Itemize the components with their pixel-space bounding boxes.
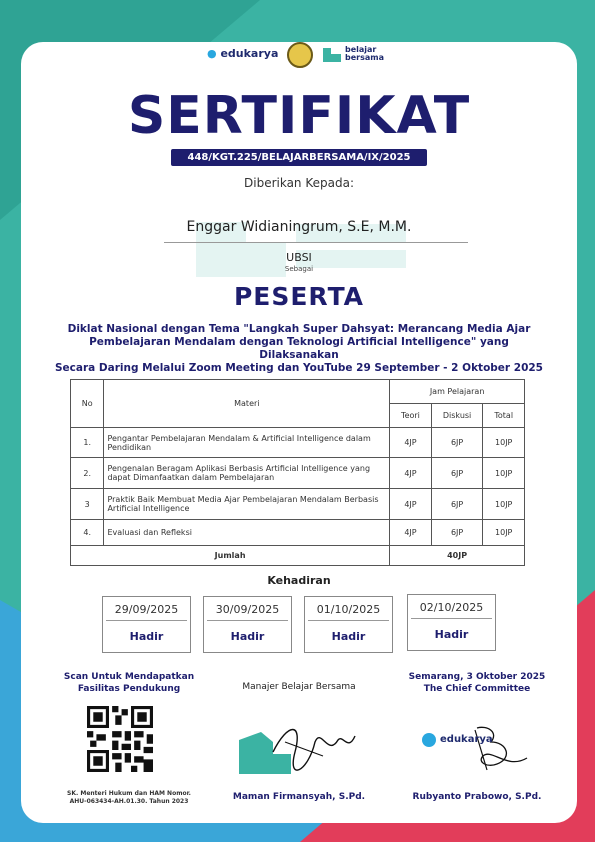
attendance-box (203, 596, 292, 653)
row-diskusi: 6JP (431, 428, 483, 458)
table-total-row (71, 546, 525, 566)
edukarya-signature-logo: edukarya (440, 734, 493, 745)
attendance-date: 29/09/2025 (114, 603, 179, 616)
attendance-title: Kehadiran (267, 574, 331, 587)
manager-title: Manajer Belajar Bersama (242, 682, 356, 692)
qr-code-icon[interactable] (87, 706, 153, 772)
row-diskusi: 6JP (431, 489, 483, 520)
row-materi: Pengenalan Beragam Aplikasi Berbasis Artificial Intelligence yang dapat Dimanfaatkan dalam Pembelajaran (104, 458, 390, 489)
row-no: 4. (71, 520, 104, 546)
manager-signature (233, 712, 363, 782)
committee-signature (417, 720, 537, 780)
attendance-status: Hadir (434, 628, 469, 641)
attendance-box (102, 596, 191, 653)
row-materi: Evaluasi dan Refleksi (104, 520, 390, 546)
total-value: 40JP (390, 546, 525, 566)
row-no: 2. (71, 458, 104, 489)
table-row (71, 428, 525, 458)
recipient-institution: UBSI (286, 251, 312, 264)
attendance-status: Hadir (230, 630, 265, 643)
edukarya-logo: ● edukarya (207, 47, 279, 60)
materials-table (70, 379, 525, 566)
attendance-status: Hadir (129, 630, 164, 643)
row-total: 10JP (483, 458, 525, 489)
attendance-date: 01/10/2025 (316, 603, 381, 616)
attendance-date: 30/09/2025 (215, 603, 280, 616)
row-total: 10JP (483, 489, 525, 520)
total-label: Jumlah (71, 546, 390, 566)
table-row (71, 489, 525, 520)
recipient-role: PESERTA (233, 282, 365, 311)
table-row (71, 520, 525, 546)
row-teori: 4JP (390, 458, 432, 489)
attendance-box (407, 594, 496, 651)
edukarya-e-icon: ● (207, 47, 217, 60)
legal-note: SK. Menteri Hukum dan HAM Nomor. AHU-063434-AH.01.30. Tahun 2023 (67, 790, 191, 805)
row-diskusi: 6JP (431, 520, 483, 546)
row-total: 10JP (483, 520, 525, 546)
row-materi: Praktik Baik Membuat Media Ajar Pembelajaran Mendalam Berbasis Artificial Intelligence (104, 489, 390, 520)
manager-name: Maman Firmansyah, S.Pd. (232, 792, 366, 802)
name-underline (164, 242, 468, 243)
certificate-title: SERTIFIKAT (127, 86, 471, 146)
row-diskusi: 6JP (431, 458, 483, 489)
committee-header: Semarang, 3 Oktober 2025 The Chief Committee (408, 672, 546, 694)
table-row (71, 458, 525, 489)
attendance-divider (106, 620, 187, 621)
row-teori: 4JP (390, 520, 432, 546)
as-label: Sebagai (284, 265, 314, 273)
given-to-label: Diberikan Kepada: (244, 176, 354, 190)
institution-seal-icon (287, 42, 313, 68)
row-teori: 4JP (390, 428, 432, 458)
attendance-divider (207, 620, 288, 621)
col-header-teori: Teori (390, 404, 432, 428)
committee-name: Rubyanto Prabowo, S.Pd. (412, 792, 542, 802)
belajar-bersama-icon (321, 44, 343, 64)
attendance-status: Hadir (331, 630, 366, 643)
recipient-name: Enggar Widianingrum, S.E, M.M. (186, 219, 412, 235)
row-teori: 4JP (390, 489, 432, 520)
belajar-bersama-logo: belajar bersama (321, 44, 343, 68)
col-header-diskusi: Diskusi (431, 404, 483, 428)
attendance-box (304, 596, 393, 653)
row-no: 1. (71, 428, 104, 458)
col-header-no: No (71, 380, 104, 428)
scan-caption: Scan Untuk Mendapatkan Fasilitas Pendukung (63, 672, 195, 694)
row-materi: Pengantar Pembelajaran Mendalam & Artificial Intelligence dalam Pendidikan (104, 428, 390, 458)
attendance-divider (308, 620, 389, 621)
col-header-total: Total (483, 404, 525, 428)
row-total: 10JP (483, 428, 525, 458)
col-header-jam: Jam Pelajaran (390, 380, 525, 404)
certificate-number: 448/KGT.225/BELAJARBERSAMA/IX/2025 (171, 149, 427, 166)
attendance-date: 02/10/2025 (419, 601, 484, 614)
col-header-materi: Materi (104, 380, 390, 428)
certificate-card (21, 42, 577, 823)
row-no: 3 (71, 489, 104, 520)
attendance-divider (411, 618, 492, 619)
event-description: Diklat Nasional dengan Tema "Langkah Super Dahsyat: Merancang Media Ajar Pembelajaran Mendalam dengan Teknologi Artificial Intelligence" yang Dilaksanakan Secara Daring Melalui Zoom Meeting dan YouTube 29 September - 2 Oktober 2025 (55, 323, 543, 374)
